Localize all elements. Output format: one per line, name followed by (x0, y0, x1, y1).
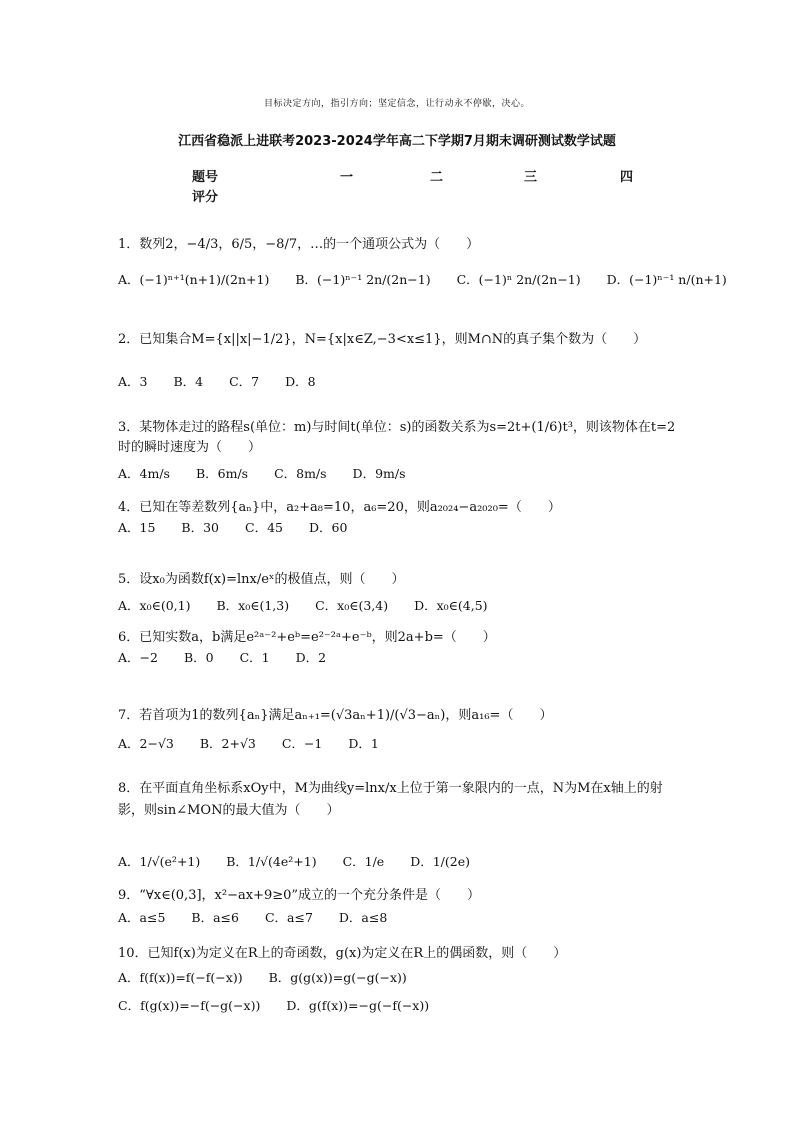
question-10-options-row-2 (118, 996, 429, 1014)
option: A．1/√(e²+1) (118, 854, 201, 869)
score-cell: 题号 (192, 170, 219, 185)
score-label: 评分 (192, 190, 219, 205)
option: D．60 (308, 520, 348, 535)
option: C．45 (245, 520, 283, 535)
score-value-row (192, 186, 652, 206)
score-cell: 二 (430, 170, 444, 185)
option: A．a≤5 (118, 910, 166, 925)
option: D．8 (285, 374, 316, 389)
question-3-options (118, 464, 406, 482)
option: B．6m/s (195, 466, 249, 481)
option: C．−1 (281, 736, 323, 751)
option: A．2−√3 (118, 736, 174, 751)
option: C．x₀∈(3,4) (315, 598, 389, 613)
question-9: 9．“∀x∈(0,3]，x²−ax+9≥0”成立的一个充分条件是（ ） (118, 888, 481, 903)
question-7: 7．若首项为1的数列{aₙ}满足aₙ₊₁=(√3aₙ+1)/(√3−aₙ)，则a₁₆=（ ） (118, 708, 553, 723)
option: A．−2 (118, 650, 158, 665)
option: D．(−1)ⁿ⁻¹ n/(n+1) (606, 272, 727, 287)
question-2-options (118, 372, 316, 390)
question-4-options (118, 518, 347, 536)
option: B．2+√3 (199, 736, 256, 751)
question-1-options (118, 270, 727, 288)
option: C．a≤7 (264, 910, 313, 925)
option: C．1 (239, 650, 270, 665)
option: A．(−1)ⁿ⁺¹(n+1)/(2n+1) (118, 272, 270, 287)
score-cell: 三 (524, 170, 538, 185)
question-2: 2．已知集合M={x||x|−1/2}，N={x|x∈Z,−3<x≤1}，则M∩N的真子集个数为（ ） (118, 332, 647, 347)
score-table (192, 166, 652, 206)
option: B．30 (181, 520, 220, 535)
option: B．1/√(4e²+1) (226, 854, 317, 869)
question-1: 1．数列2，−4/3，6/5，−8/7，…的一个通项公式为（ ） (118, 237, 480, 252)
option: D．x₀∈(4,5) (414, 598, 488, 613)
option: D．2 (295, 650, 327, 665)
motto: 目标决定方向，指引方向；坚定信念，让行动永不停歇，决心。 (263, 99, 530, 109)
question-8-options (118, 852, 470, 870)
question-5-options (118, 596, 488, 614)
option: D．9m/s (352, 466, 406, 481)
question-10-options-row-1 (118, 968, 407, 986)
option: A．f(f(x))=f(−f(−x)) (118, 970, 243, 985)
option: C．8m/s (274, 466, 327, 481)
option: D．1 (348, 736, 379, 751)
option: A．4m/s (118, 466, 170, 481)
score-header-row (192, 166, 652, 186)
question-5: 5．设x₀为函数f(x)=lnx/eˣ的极值点，则（ ） (118, 572, 405, 587)
question-8: 8．在平面直角坐标系xOy中，M为曲线y=lnx/x上位于第一象限内的一点，N为M在x轴上的射影，则sin∠MON的最大值为（ ） (118, 781, 663, 818)
score-cell: 四 (620, 170, 634, 185)
option: B．x₀∈(1,3) (216, 598, 290, 613)
score-cell: 一 (340, 170, 354, 185)
page-title: 江西省稳派上进联考2023-2024学年高二下学期7月期末调研测试数学试题 (178, 134, 616, 149)
option: A．15 (118, 520, 156, 535)
option: B．g(g(x))=g(−g(−x)) (268, 970, 407, 985)
option: C．7 (229, 374, 260, 389)
option: D．g(f(x))=−g(−f(−x)) (286, 998, 430, 1013)
option: A．x₀∈(0,1) (118, 598, 191, 613)
option: C．(−1)ⁿ 2n/(2n−1) (456, 272, 581, 287)
option: C．f(g(x))=−f(−g(−x)) (118, 998, 261, 1013)
option: B．(−1)ⁿ⁻¹ 2n/(2n−1) (295, 272, 431, 287)
question-9-options (118, 908, 387, 926)
option: C．1/e (342, 854, 385, 869)
question-4: 4．已知在等差数列{aₙ}中，a₂+a₈=10，a₆=20，则a₂₀₂₄−a₂₀₂₀=（ ） (118, 500, 561, 515)
option: B．a≤6 (191, 910, 239, 925)
option: B．4 (173, 374, 204, 389)
option: A．3 (118, 374, 148, 389)
question-10: 10．已知f(x)为定义在R上的奇函数，g(x)为定义在R上的偶函数，则（ ） (118, 946, 567, 961)
question-6-options (118, 648, 326, 666)
question-6: 6．已知实数a，b满足e²ᵃ⁻²+eᵇ=e²⁻²ᵃ+e⁻ᵇ，则2a+b=（ ） (118, 630, 496, 645)
option: D．1/(2e) (410, 854, 470, 869)
question-7-options (118, 734, 379, 752)
option: B．0 (183, 650, 214, 665)
option: D．a≤8 (338, 910, 388, 925)
question-3: 3．某物体走过的路程s(单位：m)与时间t(单位：s)的函数关系为s=2t+(1/6)t³，则该物体在t=2时的瞬时速度为（ ） (118, 420, 676, 455)
